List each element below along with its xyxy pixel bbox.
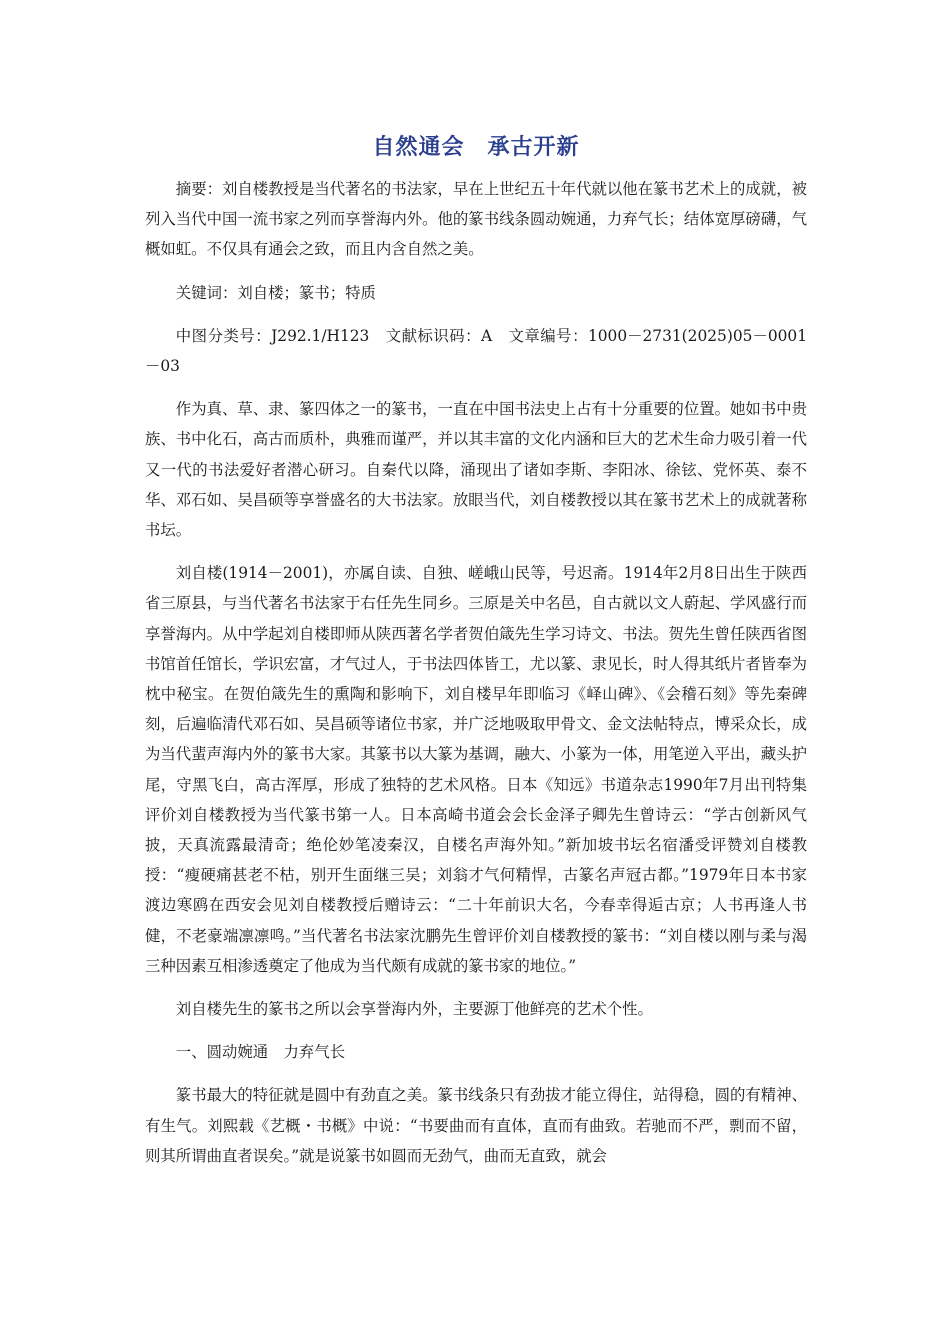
article-title: 自然通会 承古开新 (372, 135, 580, 160)
body-paragraph: 作为真、草、隶、篆四体之一的篆书，一直在中国书法史上占有十分重要的位置。她如书中贵族、书中化石，高古而质朴，典雅而谨严，并以其丰富的文化内涵和巨大的艺术生命力吸引着一代又一代的书法爱好者潜心研习。自秦代以降，涌现出了诸如李斯、李阳冰、徐铉、党怀英、泰不华、邓石如、吴昌硕等享誉盛名的大书法家。放眼当代，刘自楼教授以其在篆书艺术上的成就著称书坛。 (145, 400, 807, 540)
body-paragraph: 刘自楼(1914－2001)，亦属自读、自独、嵯峨山民等，号迟斋。1914年2月8日出生于陕西省三原县，与当代著名书法家于右任先生同乡。三原是关中名邑，自古就以文人蔚起、学风盛行而享誉海内。从中学起刘自楼即师从陕西著名学者贺伯箴先生学习诗文、书法。贺先生曾任陕西省图书馆首任馆长，学识宏富，才气过人，于书法四体皆工，尤以篆、隶见长，时人得其纸片者皆奉为枕中秘宝。在贺伯箴先生的熏陶和影响下，刘自楼早年即临习《峄山碑》、《会稽石刻》等先秦碑刻，后遍临清代邓石如、吴昌硕等诸位书家，并广泛地吸取甲骨文、金文法帖特点，博采众长，成为当代蜚声海内外的篆书大家。其篆书以大篆为基调，融大、小篆为一体，用笔逆入平出，藏头护尾，守黑飞白，高古浑厚，形成了独特的艺术风格。日本《知远》书道杂志1990年7月出刊特集评价刘自楼教授为当代篆书第一人。日本高崎书道会会长金泽子卿先生曾诗云：“学古创新风气披，天真流露最清奇；绝伦妙笔凌秦汉，自楼名声海外知。”新加坡书坛名宿潘受评赞刘自楼教授：“瘦硬痛甚老不枯，别开生面继三吴；刘翁才气何精悍，古篆名声冠古都。”1979年日本书家渡边寒鸥在西安会见刘自楼教授后赠诗云：“二十年前识大名，今春幸得逅古京；人书再逢人书健，不老豪端凛凛鸣。”当代著名书法家沈鹏先生曾评价刘自楼教授的篆书：“刘自楼以刚与柔与渴三种因素互相渗透奠定了他成为当代颇有成就的篆书家的地位。” (145, 564, 807, 975)
body-paragraph: 篆书最大的特征就是圆中有劲直之美。篆书线条只有劲拔才能立得住，站得稳，圆的有精神、有生气。刘熙载《艺概・书概》中说：“书要曲而有直体，直而有曲致。若驰而不严，剽而不留，则其所谓曲直者误矣。”就是说篆书如圆而无劲气，曲而无直致，就会 (145, 1086, 807, 1165)
body-paragraph: 刘自楼先生的篆书之所以会享誉海内外，主要源丁他鲜亮的艺术个性。 (175, 1000, 653, 1019)
classification-paragraph: 中图分类号：J292.1/H123 文献标识码：A 文章编号：1000－2731(2025)05－0001－03 (145, 326, 807, 376)
keywords-paragraph: 关键词：刘自楼；篆书；特质 (175, 283, 376, 302)
section-heading: 一、圆动婉通 力弃气长 (175, 1043, 346, 1062)
abstract-paragraph: 摘要：刘自楼教授是当代著名的书法家，早在上世纪五十年代就以他在篆书艺术上的成就，被列入当代中国一流书家之列而享誉海内外。他的篆书线条圆动婉通，力弃气长；结体宽厚磅礴，气概如虹。不仅具有通会之致，而且内含自然之美。 (145, 180, 807, 259)
article-page (145, 128, 807, 1184)
